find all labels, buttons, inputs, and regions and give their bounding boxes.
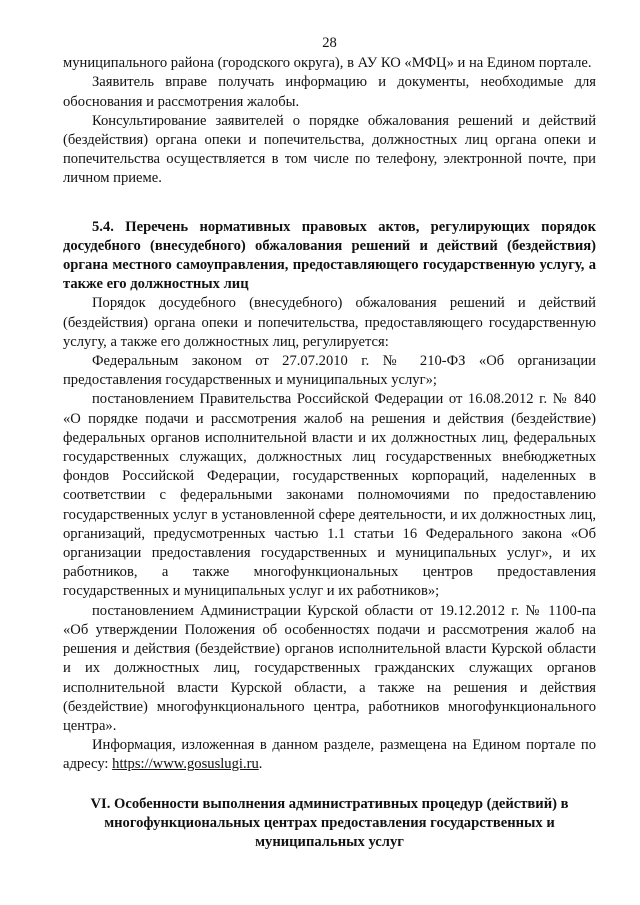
paragraph-continuation: муниципального района (городского округа), в АУ КО «МФЦ» и на Едином портале. [63, 55, 592, 72]
paragraph-applicant-rights: Заявитель вправе получать информацию и документы, необходимые для обоснования и рассмотрения жалобы. [63, 74, 596, 110]
law-federal-210: Федеральным законом от 27.07.2010 г. № 210-ФЗ «Об организации предоставления государственных и муниципальных услуг»; [63, 353, 596, 389]
page-number: 28 [322, 35, 337, 51]
paragraph-consulting: Консультирование заявителей о порядке обжалования решений и действий (бездействия) органа опеки и попечительства, должностных лиц органа опеки и попечительства осуществляется в том числе по телефону, электронной почте, при личном приеме. [63, 112, 596, 187]
law-kursk-1100: постановлением Администрации Курской области от 19.12.2012 г. № 1100-па «Об утверждении Положения об особенностях подачи и рассмотрения жалоб на решения и действия (бездействие) органов исполнительной власти Курской области и их должностных лиц, государственных гражданских служащих органов исполнительной власти Курской области, а также на решения и действия (бездействие) многофункционального центра, работников многофункционального центра». [63, 602, 596, 734]
section-vi-heading: VI. Особенности выполнения административных процедур (действий) в многофункциональных центрах предоставления государственных и муниципальных услуг [90, 795, 569, 851]
section-5-4-intro: Порядок досудебного (внесудебного) обжалования решений и действий (бездействия) органа опеки и попечительства, предоставляющего государственную услугу, а также его должностных лиц, регулируется: [63, 295, 596, 350]
law-government-840: постановлением Правительства Российской Федерации от 16.08.2012 г. № 840 «О порядке подачи и рассмотрения жалоб на решения и действия (бездействие) федеральных органов исполнительной власти и их должностных лиц, федеральных государственных служащих, должностных лиц государственных внебюджетных фондов Российской Федерации, государственных корпораций, наделенных в соответствии с федеральными законами полномочиями по предоставлению государственных услуг в установленной сфере деятельности, и их должностных лиц, организаций, предусмотренных частью 1.1 статьи 16 Федерального закона «Об организации предоставления государственных и муниципальных услуг», и их работников, а также многофункциональных центров предоставления государственных и муниципальных услуг и их работников»; [63, 391, 596, 600]
gosuslugi-link[interactable]: https://www.gosuslugi.ru [112, 756, 259, 773]
portal-info-end: . [258, 756, 263, 773]
portal-info-text: Информация, изложенная в данном разделе, размещена на Едином портале по адресу: [63, 737, 596, 773]
paragraph-portal-info [63, 736, 596, 774]
section-5-4-heading: 5.4. Перечень нормативных правовых актов, регулирующих порядок досудебного (внесудебного) обжалования решений и действий (бездействия) органа местного самоуправления, предоставляющего государственную услугу, а также его должностных лиц [63, 218, 596, 293]
